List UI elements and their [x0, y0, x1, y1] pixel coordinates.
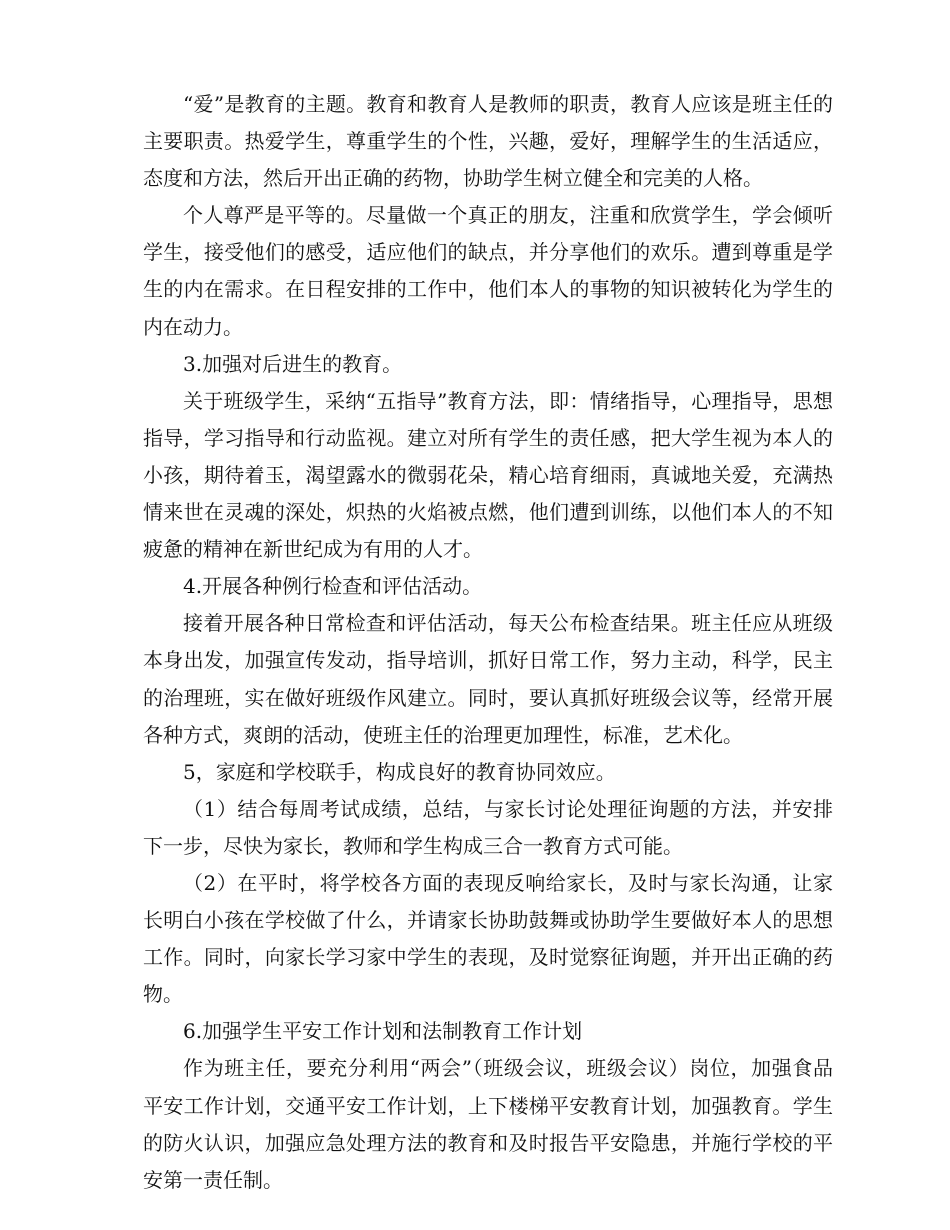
heading-section-4: 4.开展各种例行检查和评估活动。 [183, 574, 483, 599]
paragraph-item-2: （2）在平时，将学校各方面的表现反响给家长，及时与家长沟通，让家长明白小孩在学校做了什么，并请家长协助鼓舞或协助学生要做好本人的思想工作。同时，向家长学习家中学生的表现，及时觉察征询题，并开出正确的药物。 [143, 870, 833, 1007]
paragraph-five-guidance: 关于班级学生，采纳“五指导”教育方法，即：情绪指导，心理指导，思想指导，学习指导和行动监视。建立对所有学生的责任感，把大学生视为本人的小孩，期待着玉，渴望露水的微弱花朵，精心培育细雨，真诚地关爱，充满热情来世在灵魂的深处，炽热的火焰被点燃，他们遭到训练，以他们本人的不知疲惫的精神在新世纪成为有用的人才。 [143, 388, 833, 562]
paragraph-safety-education: 作为班主任，要充分利用“两会”（班级会议，班级会议）岗位，加强食品平安工作计划，交通平安工作计划，上下楼梯平安教育计划，加强教育。学生的防火认识，加强应急处理方法的教育和及时报告平安隐患，并施行学校的平安第一责任制。 [143, 1056, 833, 1192]
paragraph-daily-checks: 接着开展各种日常检查和评估活动，每天公布检查结果。班主任应从班级本身出发，加强宣传发动，指导培训，抓好日常工作，努力主动，科学，民主的治理班，实在做好班级作风建立。同时，要认真抓好班级会议等，经常开展各种方式，爽朗的活动，使班主任的治理更加理性，标准，艺术化。 [143, 611, 833, 747]
document-body [143, 86, 833, 1199]
paragraph-love-theme: “爱”是教育的主题。教育和教育人是教师的职责，教育人应该是班主任的主要职责。热爱学生，尊重学生的个性，兴趣，爱好，理解学生的生活适应，态度和方法，然后开出正确的药物，协助学生树立健全和完美的人格。 [143, 92, 833, 191]
paragraph-personal-dignity: 个人尊严是平等的。尽量做一个真正的朋友，注重和欣赏学生，学会倾听学生，接受他们的感受，适应他们的缺点，并分享他们的欢乐。遭到尊重是学生的内在需求。在日程安排的工作中，他们本人的事物的知识被转化为学生的内在动力。 [143, 203, 833, 339]
heading-section-6: 6.加强学生平安工作计划和法制教育工作计划 [183, 1019, 583, 1044]
paragraph-item-1: （1）结合每周考试成绩，总结，与家长讨论处理征询题的方法，并安排下一步，尽快为家长，教师和学生构成三合一教育方式可能。 [143, 796, 833, 858]
heading-section-3: 3.加强对后进生的教育。 [183, 351, 403, 376]
heading-section-5: 5，家庭和学校联手，构成良好的教育协同效应。 [183, 759, 616, 784]
